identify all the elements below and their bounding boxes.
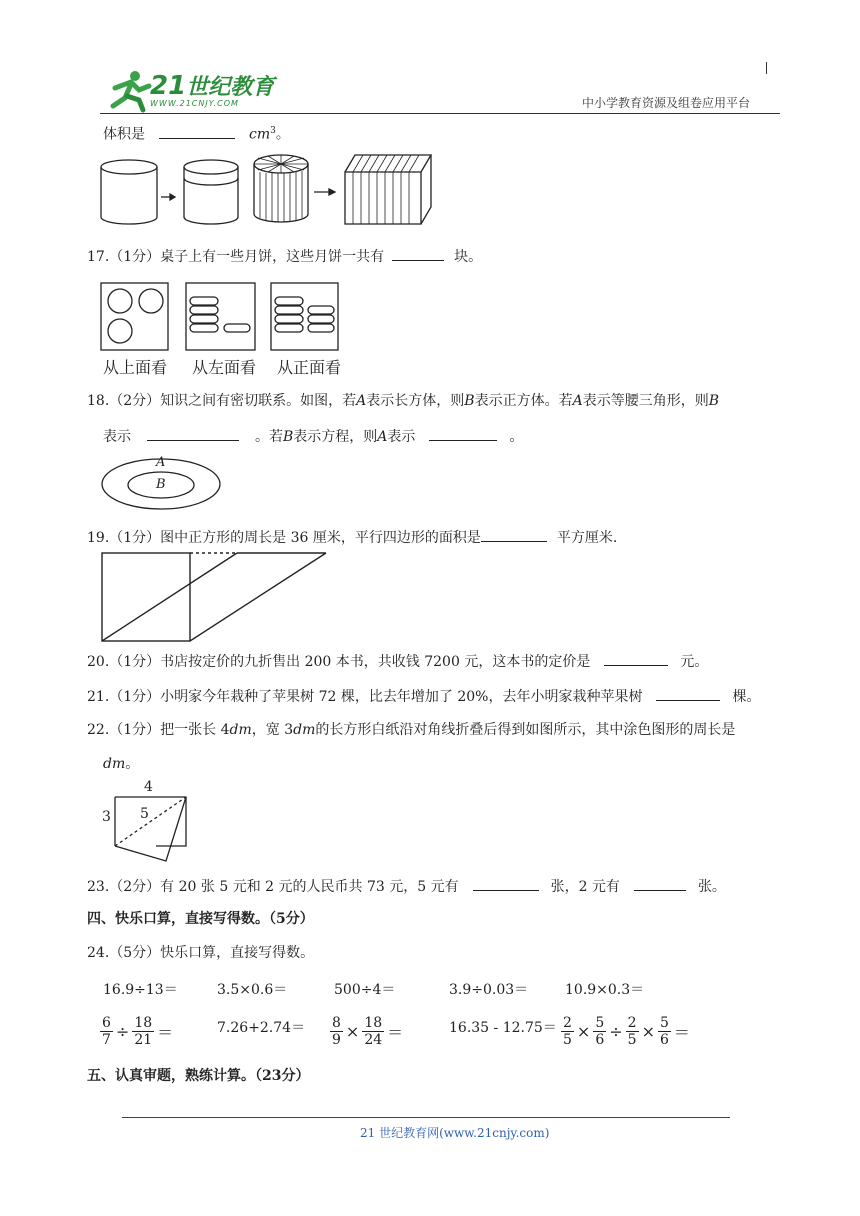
answer-blank[interactable] bbox=[481, 527, 547, 542]
logo-title: 世纪教育 bbox=[186, 75, 275, 100]
cylinder-to-cuboid-figure bbox=[98, 152, 438, 228]
logo-text bbox=[150, 70, 274, 101]
header-tick bbox=[766, 62, 767, 74]
q22-question-line2: dm。 bbox=[103, 756, 140, 772]
footer-rule bbox=[122, 1117, 730, 1118]
q19-question: 19.（1分）图中正方形的周长是 36 厘米，平行四边形的面积是 平方厘米. bbox=[87, 527, 617, 548]
calc-item: 3.5×0.6＝ bbox=[217, 982, 288, 998]
q16-volume-line: 体积是 $cm^3$。 bbox=[103, 121, 290, 145]
answer-blank[interactable] bbox=[473, 876, 539, 891]
mooncake-views-figure bbox=[100, 282, 342, 352]
venn-label-b: B bbox=[156, 477, 166, 492]
header-rule bbox=[100, 113, 780, 114]
calc-item-fraction-2: $\frac{8}{9}$ × $\frac{18}{24}$ ＝ bbox=[332, 1015, 404, 1048]
q18-question-line2: 表示 。若B表示方程，则A表示 。 bbox=[103, 426, 523, 447]
answer-blank[interactable] bbox=[429, 426, 497, 441]
fold-label-diag: 5 bbox=[140, 806, 149, 822]
view-label-left: 从左面看 bbox=[192, 358, 257, 377]
header bbox=[0, 0, 860, 120]
answer-blank[interactable] bbox=[392, 246, 444, 261]
calc-item: 3.9÷0.03＝ bbox=[449, 982, 529, 998]
section-five-heading: 五、认真审题，熟练计算。（23分） bbox=[87, 1068, 310, 1084]
q17-question: 17.（1分）桌子上有一些月饼，这些月饼一共有 块。 bbox=[87, 246, 482, 267]
calc-item: 500÷4＝ bbox=[334, 982, 396, 998]
fold-label-left: 3 bbox=[102, 809, 111, 825]
platform-name: 中小学教育资源及组卷应用平台 bbox=[582, 96, 751, 110]
view-label-top: 从上面看 bbox=[103, 358, 168, 377]
section-four-heading: 四、快乐口算，直接写得数。（5分） bbox=[87, 911, 314, 927]
q18-question-line1: 18.（2分）知识之间有密切联系。如图，若A表示长方体，则B表示正方体。若A表示等腰三角形，则B bbox=[87, 393, 720, 409]
answer-blank[interactable] bbox=[147, 426, 239, 441]
calc-item: 10.9×0.3＝ bbox=[565, 982, 645, 998]
calc-item: 16.9÷13＝ bbox=[103, 982, 178, 998]
fold-label-top: 4 bbox=[144, 779, 153, 795]
square-parallelogram-figure bbox=[101, 552, 327, 644]
answer-blank[interactable] bbox=[634, 876, 686, 891]
folded-rectangle-figure bbox=[114, 796, 190, 864]
answer-blank[interactable] bbox=[604, 651, 668, 666]
answer-blank[interactable] bbox=[159, 124, 235, 139]
q21-question: 21.（1分）小明家今年栽种了苹果树 72 棵，比去年增加了 20%，去年小明家栽种苹果树 棵。 bbox=[87, 686, 760, 707]
logo-number: 21 bbox=[150, 71, 187, 101]
logo-runner-icon bbox=[105, 68, 155, 110]
calc-item: 7.26+2.74＝ bbox=[217, 1020, 306, 1036]
q23-question: 23.（2分）有 20 张 5 元和 2 元的人民币共 73 元，5 元有 张，2 元有 张。 bbox=[87, 876, 726, 897]
q24-title: 24.（5分）快乐口算，直接写得数。 bbox=[87, 945, 315, 961]
q20-question: 20.（1分）书店按定价的九折售出 200 本书，共收钱 7200 元，这本书的定价是 元。 bbox=[87, 651, 708, 672]
calc-item-fraction-3: $\frac{2}{5}$ × $\frac{5}{6}$ ÷ $\frac{2}{5}$ × $\frac{5}{6}$ ＝ bbox=[563, 1015, 690, 1048]
answer-blank[interactable] bbox=[656, 686, 720, 701]
footer-text: 21 世纪教育网(www.21cnjy.com) bbox=[360, 1126, 550, 1140]
view-label-front: 从正面看 bbox=[277, 358, 342, 377]
q22-question-line1: 22.（1分）把一张长 4dm，宽 3dm的长方形白纸沿对角线折叠后得到如图所示，其中涂色图形的周长是 bbox=[87, 722, 736, 738]
calc-item-fraction-1: $\frac{6}{7}$ ÷ $\frac{18}{21}$ ＝ bbox=[102, 1015, 174, 1048]
calc-item: 16.35 - 12.75＝ bbox=[449, 1020, 557, 1036]
logo-url: WWW.21CNJY.COM bbox=[150, 99, 239, 108]
venn-label-a: A bbox=[156, 455, 166, 470]
